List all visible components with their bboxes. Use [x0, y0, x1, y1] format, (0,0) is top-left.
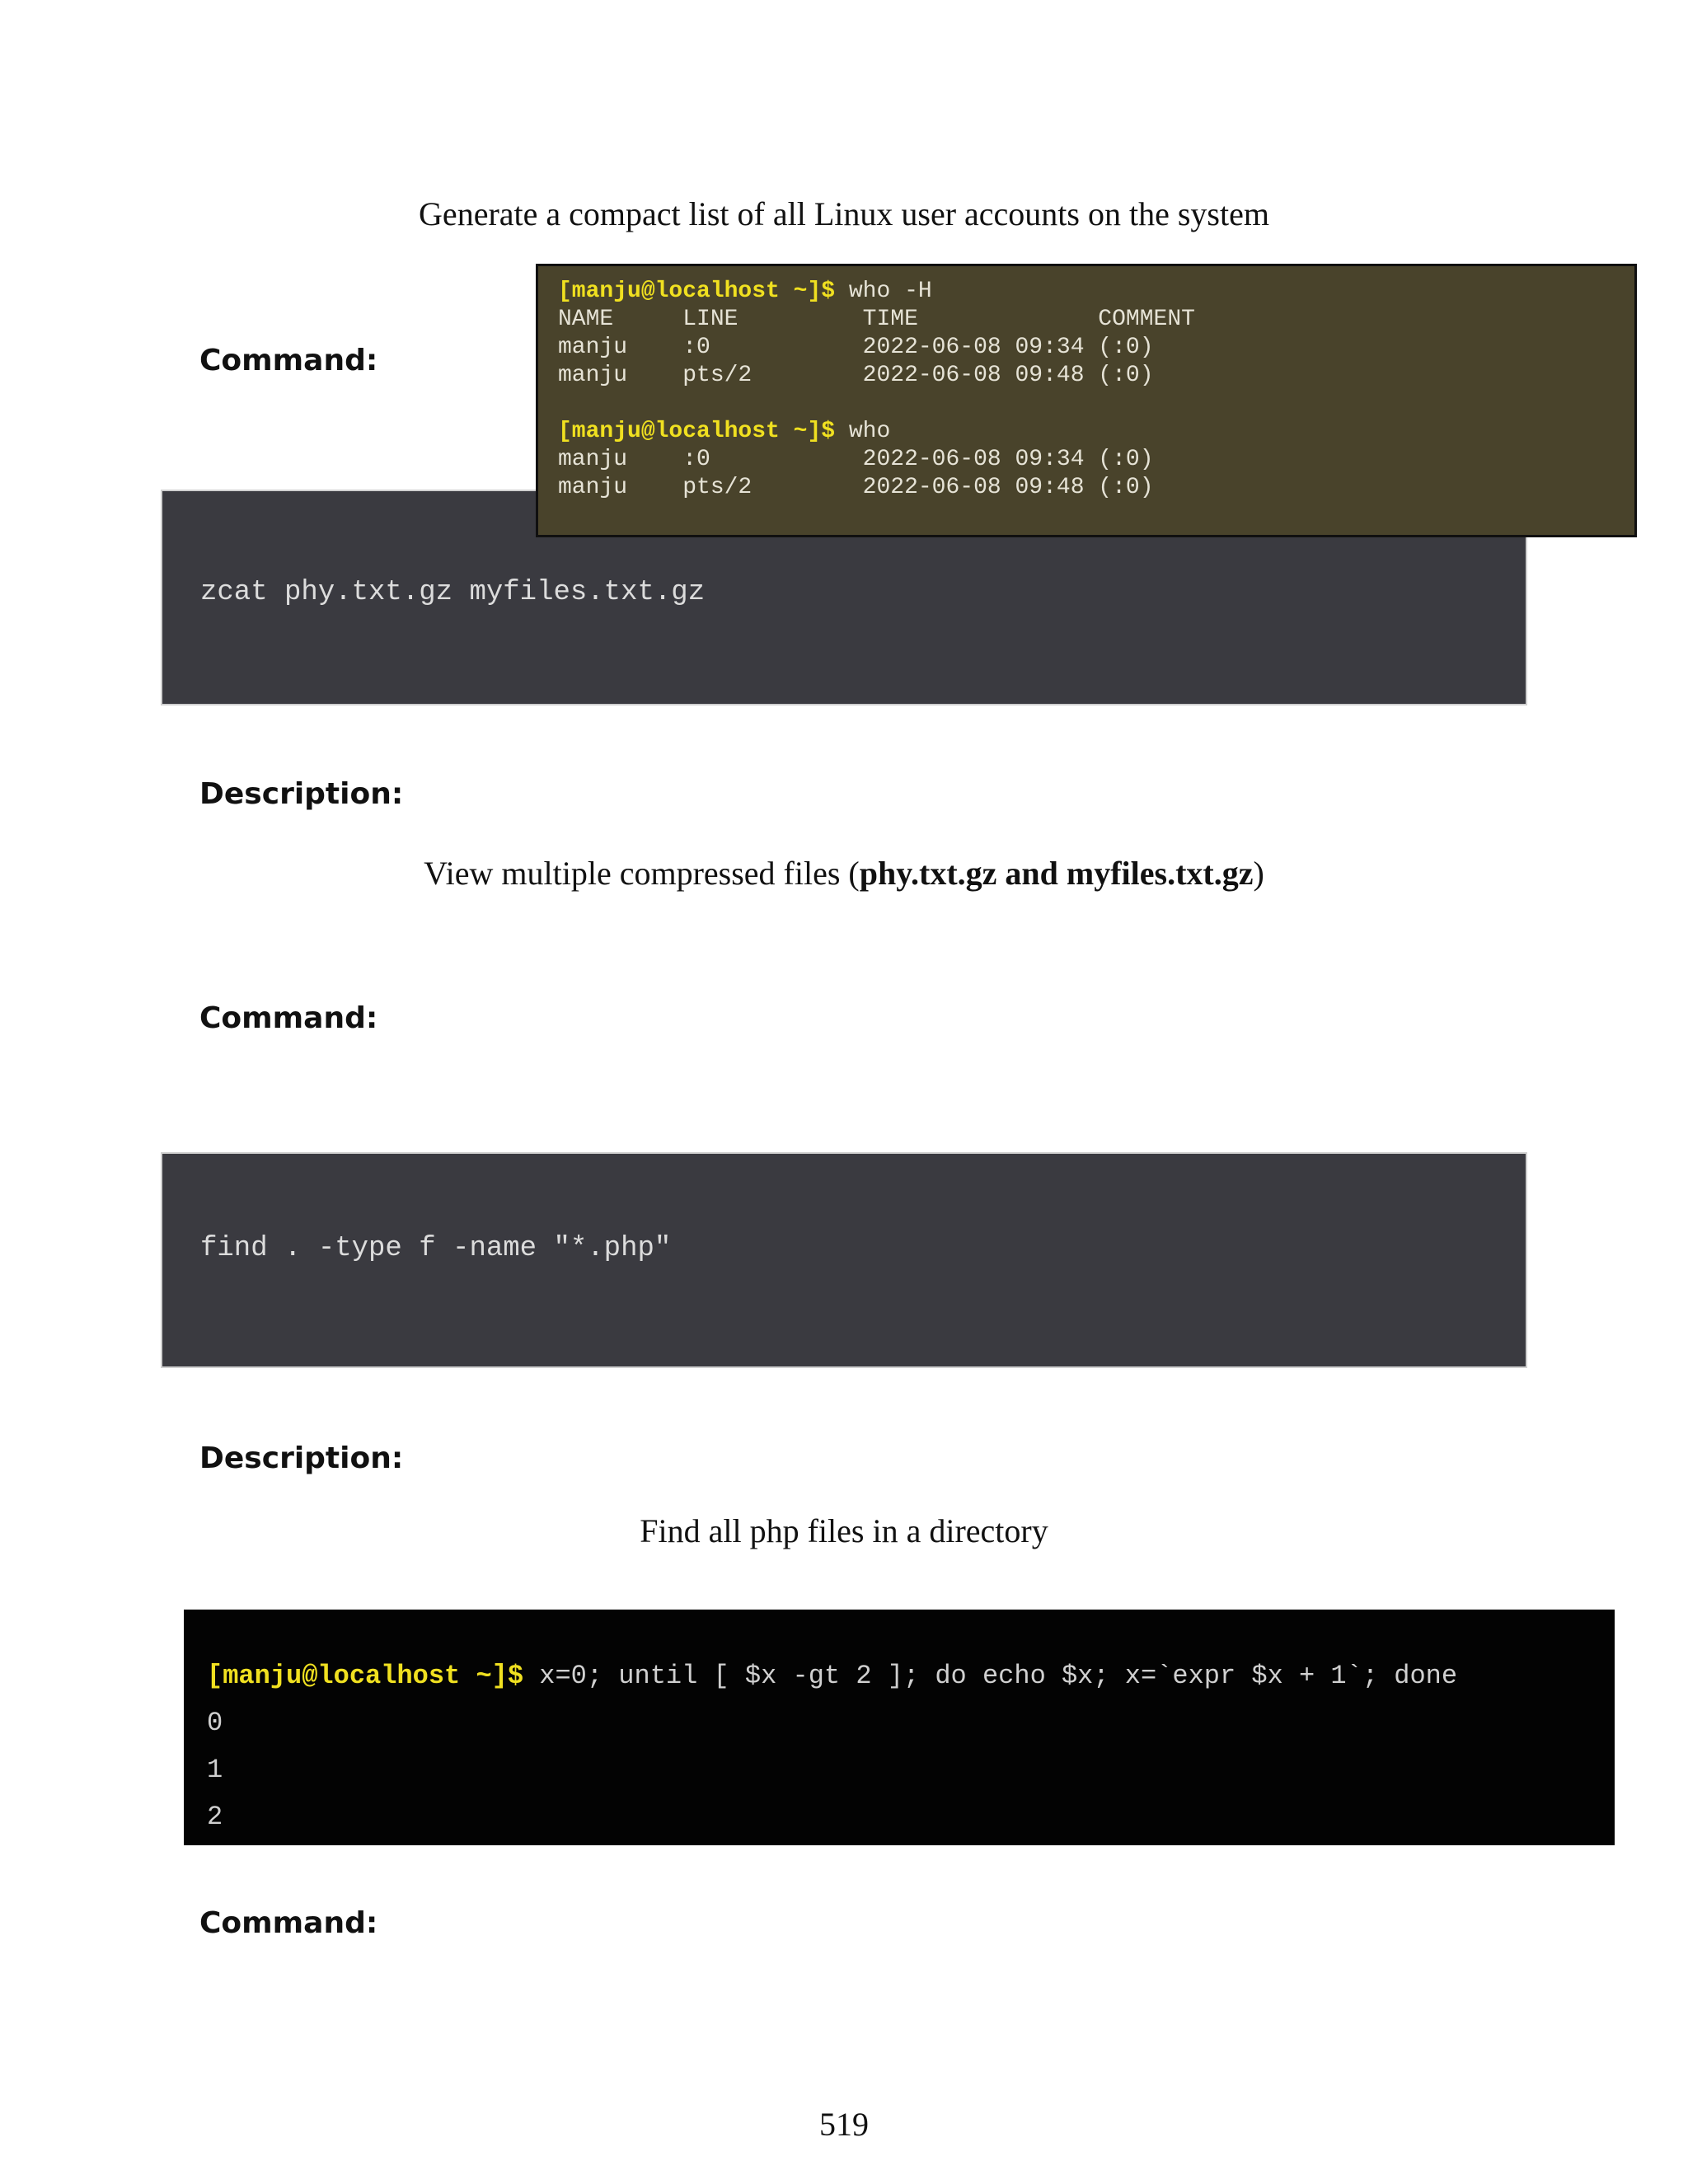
command-heading: Command: — [199, 1001, 378, 1035]
terminal-line: manju :0 2022-06-08 09:34 (:0) — [558, 447, 1154, 472]
terminal-output-line: 0 — [207, 1708, 223, 1738]
terminal-screenshot-loop — [184, 1610, 1615, 1845]
terminal-prompt: [manju@localhost ~]$ — [207, 1661, 524, 1691]
code-text: find . -type f -name "*.php" — [200, 1233, 672, 1264]
code-block — [161, 1152, 1527, 1368]
terminal-line — [207, 1652, 1615, 1699]
code-text: zcat phy.txt.gz myfiles.txt.gz — [200, 577, 706, 608]
terminal-line: manju :0 2022-06-08 09:34 (:0) — [558, 335, 1154, 360]
terminal-screenshot-who — [536, 264, 1637, 537]
description-prefix: View multiple compressed files ( — [424, 855, 860, 892]
command-heading: Command: — [199, 1906, 378, 1940]
terminal-line: manju pts/2 2022-06-08 09:48 (:0) — [558, 363, 1154, 388]
terminal-line — [558, 278, 1634, 306]
terminal-line — [558, 390, 1634, 418]
terminal-command: x=0; until [ $x -gt 2 ]; do echo $x; x=`expr $x + 1`; done — [523, 1661, 1458, 1691]
command-heading: Command: — [199, 344, 378, 377]
page-number: 519 — [819, 2106, 869, 2143]
description-heading: Description: — [199, 777, 404, 811]
terminal-output-line: 2 — [207, 1802, 223, 1832]
description-files: phy.txt.gz and myfiles.txt.gz — [859, 855, 1254, 892]
terminal-command: who -H — [835, 279, 932, 304]
terminal-output-line: 1 — [207, 1755, 223, 1785]
description-text — [0, 854, 1688, 893]
terminal-command: who — [835, 419, 891, 444]
description-heading: Description: — [199, 1441, 404, 1475]
description-text: Find all php files in a directory — [640, 1512, 1048, 1549]
terminal-line: NAME LINE TIME COMMENT — [558, 307, 1195, 332]
intro-line: Generate a compact list of all Linux user accounts on the system — [419, 195, 1269, 232]
terminal-prompt: [manju@localhost ~]$ — [558, 279, 836, 304]
terminal-line — [558, 418, 1634, 446]
description-suffix: ) — [1253, 855, 1264, 892]
terminal-line: manju pts/2 2022-06-08 09:48 (:0) — [558, 475, 1154, 500]
terminal-prompt: [manju@localhost ~]$ — [558, 419, 836, 444]
